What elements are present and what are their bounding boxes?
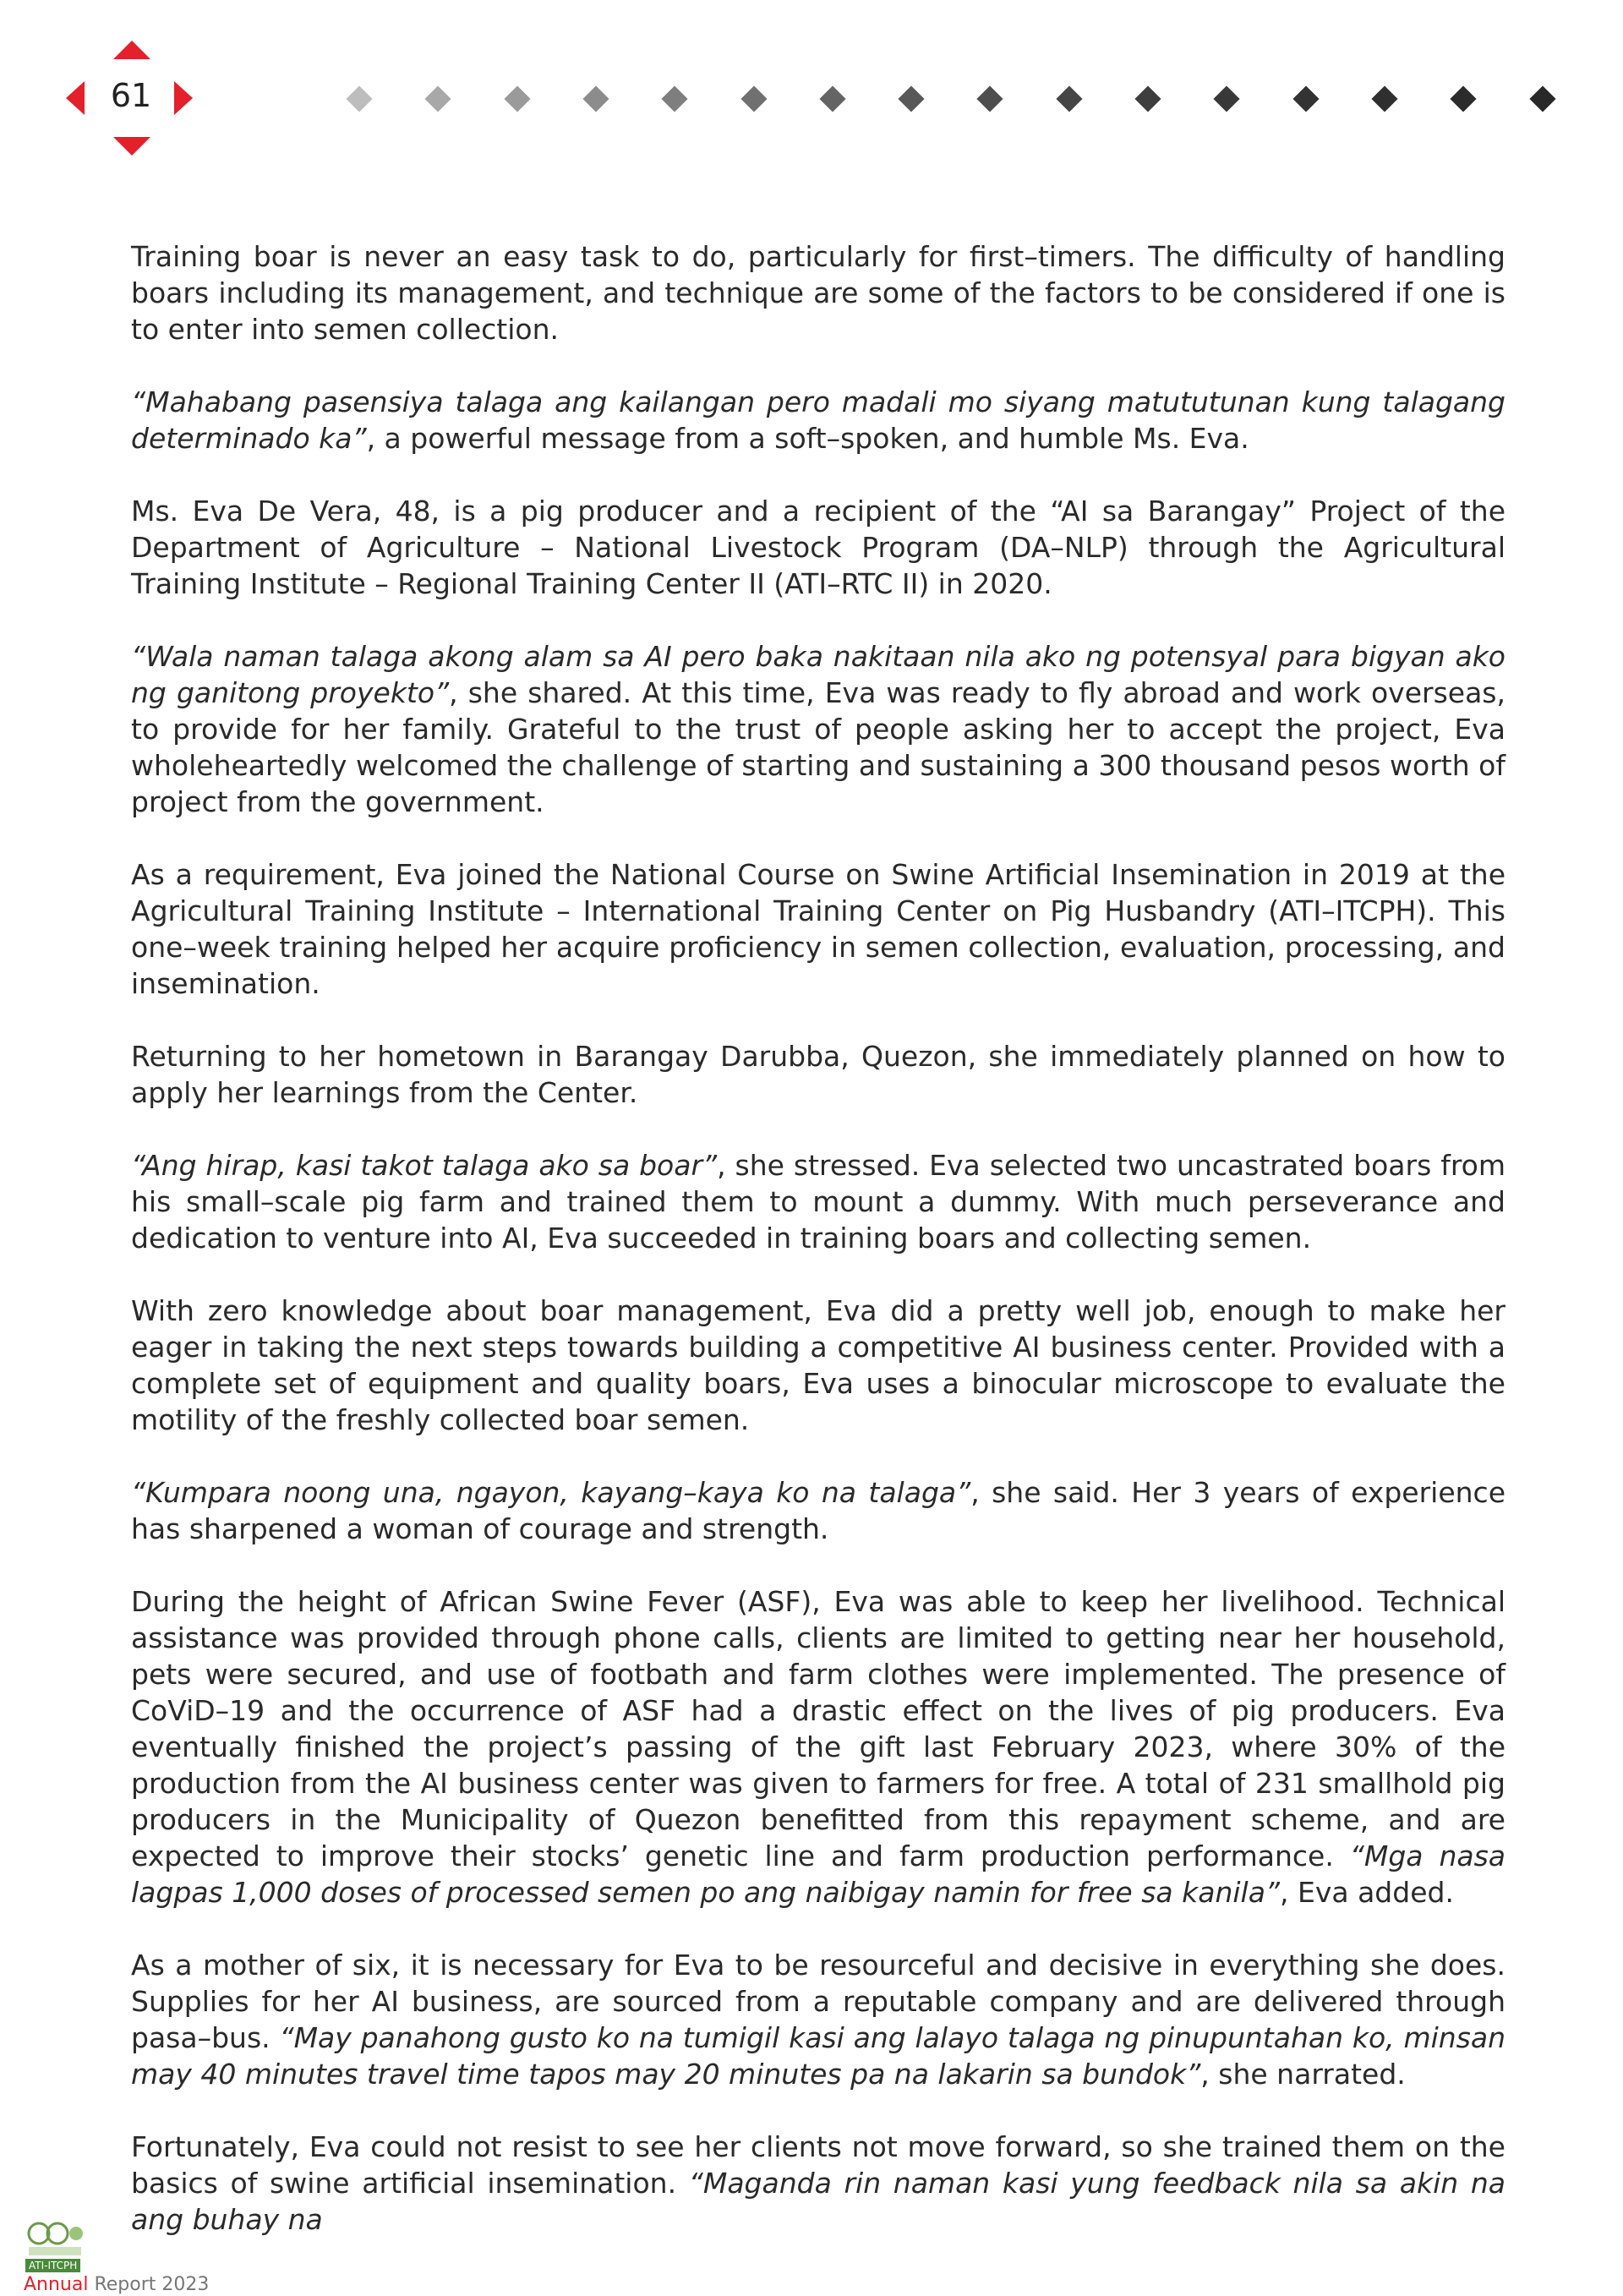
- quote: “Mga nasa lagpas 1,000 doses of processed semen po ang naibigay namin for free sa kanila”: [131, 1840, 1506, 1909]
- decorative-diamond-row: [0, 0, 1623, 169]
- paragraph: Returning to her hometown in Barangay Darubba, Quezon, she immediately planned on how to apply her learnings from the Center.: [131, 1040, 1506, 1109]
- diamond-icon: [740, 85, 767, 112]
- paragraph: As a requirement, Eva joined the National Course on Swine Artificial Insemination in 2019 at the Agricultural Training Institute – International Training Center on Pig Husbandry (ATI–ITCPH). This one–week training helped her acquire proficiency in semen collection, evaluation, processing, and insemination.: [131, 858, 1506, 1000]
- quote: “Wala naman talaga akong alam sa AI pero baka nakitaan nila ako ng potensyal para bigyan ako ng ganitong proyekto”: [131, 640, 1506, 709]
- paragraph: Ms. Eva De Vera, 48, is a pig producer and a recipient of the “AI sa Barangay” Project of the Department of Agriculture – National Livestock Program (DA–NLP) through the Agricultural Training Institute – Regional Training Center II (ATI–RTC II) in 2020.: [131, 495, 1506, 600]
- report-label: Annual Report 2023: [24, 2274, 210, 2295]
- diamond-icon: [1450, 85, 1476, 112]
- diamond-icon: [1213, 85, 1239, 112]
- paragraph: During the height of African Swine Fever (ASF), Eva was able to keep her livelihood. Technical assistance was provided through phone calls, clients are limited to getting near her household, pets were secured, and use of footbath and farm clothes were implemented. The presence of CoViD–19 and the occurrence of ASF had a drastic effect on the lives of pig producers. Eva eventually finished the project’s passing of the gift last February 2023, where 30% of the production from the AI business center was given to farmers for free. A total of 231 smallhold pig producers in the Municipality of Quezon benefitted from this repayment scheme, and are expected to improve their stocks’ genetic line and farm production performance. “Mga nasa lagpas 1,000 doses of processed semen po ang naibigay namin for free sa kanila”, Eva added.: [131, 1585, 1506, 1909]
- diamond-icon: [898, 85, 924, 112]
- article-body: [131, 238, 1506, 2274]
- diamond-icon: [1134, 85, 1161, 112]
- diamond-icon: [346, 85, 372, 112]
- quote: “May panahong gusto ko na tumigil kasi ang lalayo talaga ng pinupuntahan ko, minsan may 40 minutes travel time tapos may 20 minutes pa na lakarin sa bundok”: [131, 2021, 1506, 2091]
- quote: “Mahabang pasensiya talaga ang kailangan pero madali mo siyang matututunan kung talagang determinado ka”: [131, 385, 1506, 455]
- diamond-icon: [1292, 85, 1319, 112]
- quote: “Maganda rin naman kasi yung feedback nila sa akin na ang buhay na: [131, 2167, 1506, 2236]
- paragraph: Training boar is never an easy task to do, particularly for first–timers. The difficulty of handling boars including its management, and technique are some of the factors to be considered if one is to enter into semen collection.: [131, 240, 1506, 346]
- paragraph: “Kumpara noong una, ngayon, kayang–kaya ko na talaga”, she said. Her 3 years of experience has sharpened a woman of courage and strength.: [131, 1476, 1506, 1545]
- paragraph: As a mother of six, it is necessary for Eva to be resourceful and decisive in everything she does. Supplies for her AI business, are sourced from a reputable company and are delivered through pasa–bus. “May panahong gusto ko na tumigil kasi ang lalayo talaga ng pinupuntahan ko, minsan may 40 minutes travel time tapos may 20 minutes pa na lakarin sa bundok”, she narrated.: [131, 1949, 1506, 2091]
- paragraph: “Wala naman talaga akong alam sa AI pero baka nakitaan nila ako ng potensyal para bigyan ako ng ganitong proyekto”, she shared. At this time, Eva was ready to fly abroad and work overseas, to provide for her family. Grateful to the trust of people asking her to accept the project, Eva wholeheartedly welcomed the challenge of starting and sustaining a 300 thousand pesos worth of project from the government.: [131, 640, 1506, 818]
- paragraph: “Ang hirap, kasi takot talaga ako sa boar”, she stressed. Eva selected two uncastrated boars from his small–scale pig farm and trained them to mount a dummy. With much perseverance and dedication to venture into AI, Eva succeeded in training boars and collecting semen.: [131, 1149, 1506, 1255]
- diamond-icon: [1529, 85, 1555, 112]
- diamond-icon: [1056, 85, 1082, 112]
- footer: [22, 2215, 242, 2296]
- diamond-icon: [582, 85, 609, 112]
- paragraph: “Mahabang pasensiya talaga ang kailangan pero madali mo siyang matututunan kung talagang determinado ka”, a powerful message from a soft–spoken, and humble Ms. Eva.: [131, 385, 1506, 455]
- logo-text: ATI-ITCPH: [25, 2259, 80, 2272]
- diamond-icon: [1371, 85, 1397, 112]
- diamond-icon: [819, 85, 845, 112]
- page-number: 61: [110, 77, 152, 114]
- paragraph: Fortunately, Eva could not resist to see her clients not move forward, so she trained them on the basics of swine artificial insemination. “Maganda rin naman kasi yung feedback nila sa akin na ang buhay na: [131, 2130, 1506, 2236]
- diamond-icon: [976, 85, 1003, 112]
- paragraph: With zero knowledge about boar management, Eva did a pretty well job, enough to make her eager in taking the next steps towards building a competitive AI business center. Provided with a complete set of equipment and quality boars, Eva uses a binocular microscope to evaluate the motility of the freshly collected boar semen.: [131, 1294, 1506, 1436]
- quote: “Ang hirap, kasi takot talaga ako sa boar”: [131, 1149, 718, 1182]
- diamond-icon: [424, 85, 451, 112]
- diamond-icon: [661, 85, 687, 112]
- quote: “Kumpara noong una, ngayon, kayang–kaya ko na talaga”: [131, 1476, 971, 1509]
- diamond-icon: [504, 85, 530, 112]
